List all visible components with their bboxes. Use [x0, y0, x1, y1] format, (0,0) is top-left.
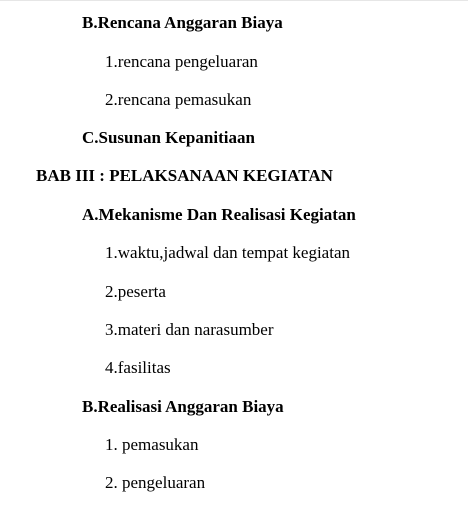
list-item-materi-narasumber: 3.materi dan narasumber [105, 320, 274, 339]
chapter-heading-bab-iii: BAB III : PELAKSANAAN KEGIATAN [36, 166, 333, 185]
list-item-peserta: 2.peserta [105, 282, 166, 301]
section-heading-realisasi-anggaran-biaya: B.Realisasi Anggaran Biaya [82, 397, 284, 416]
section-heading-mekanisme-realisasi: A.Mekanisme Dan Realisasi Kegiatan [82, 205, 356, 224]
list-item-pengeluaran: 2. pengeluaran [105, 473, 206, 492]
list-item-fasilitas: 4.fasilitas [105, 358, 171, 377]
section-heading-rencana-anggaran-biaya: B.Rencana Anggaran Biaya [82, 13, 283, 32]
list-item-waktu-jadwal-tempat: 1.waktu,jadwal dan tempat kegiatan [105, 243, 350, 262]
section-heading-susunan-kepanitiaan: C.Susunan Kepanitiaan [82, 128, 255, 147]
list-item-rencana-pengeluaran: 1.rencana pengeluaran [105, 52, 258, 71]
list-item-pemasukan: 1. pemasukan [105, 435, 199, 454]
list-item-rencana-pemasukan: 2.rencana pemasukan [105, 90, 252, 109]
